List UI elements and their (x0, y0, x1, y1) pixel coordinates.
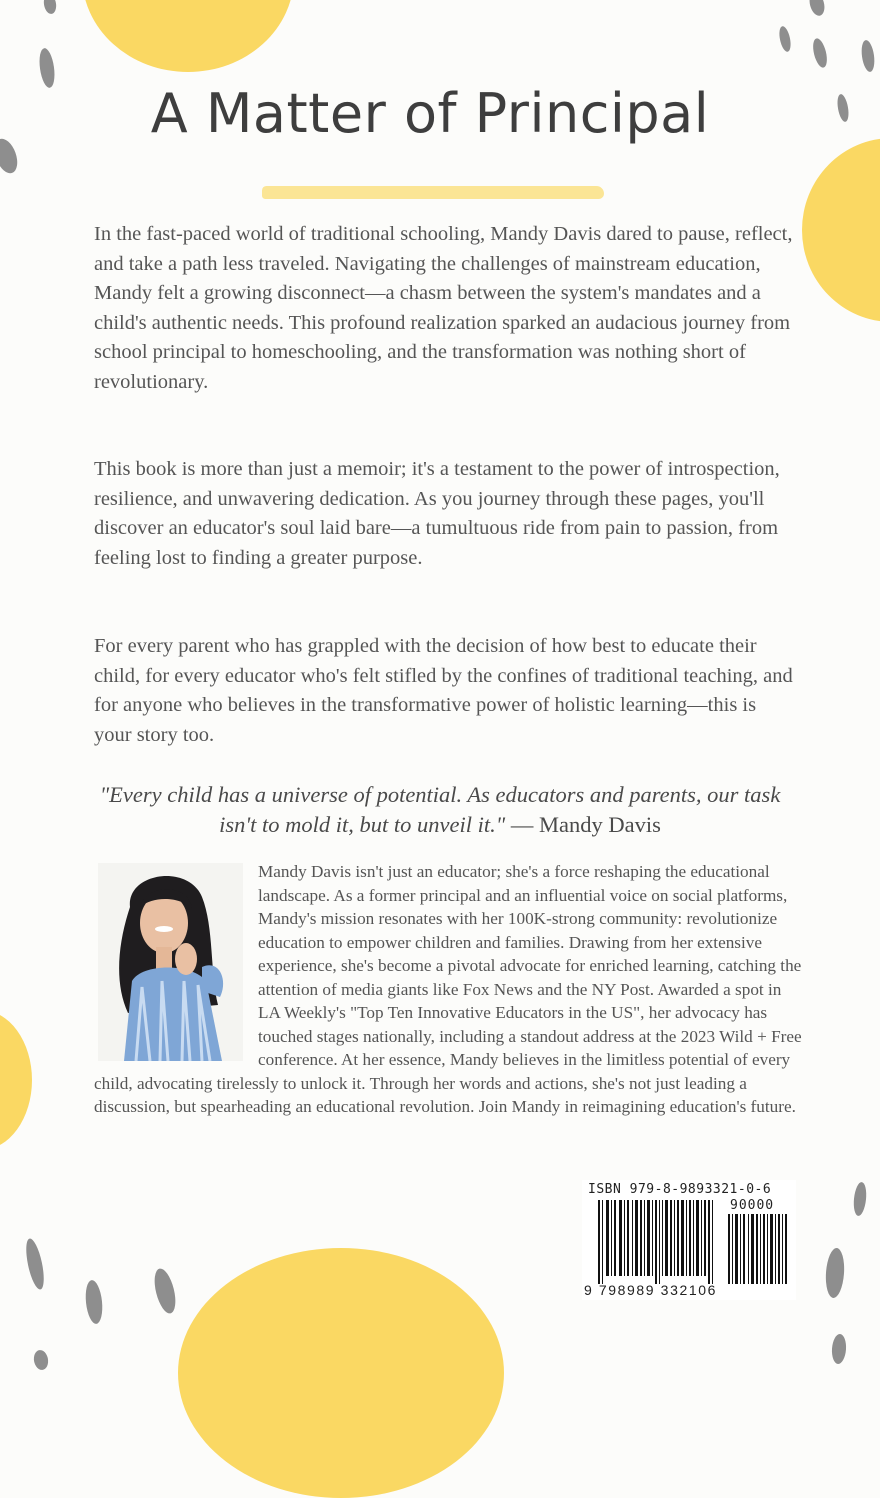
gray-dash (42, 0, 57, 15)
author-bio-text: Mandy Davis isn't just an educator; she's a force reshaping the educational landscape. As a former principal and an influential voice on social platforms, Mandy's mission resonates with her 100K-strong community: revolutionize education to empower children and families. Drawing from her extensive experience, she's become a pivotal advocate for enriched learning, catching the attention of media giants like Fox News and the NY Post. Awarded a spot in LA Weekly's "Top Ten Innovative Educators in the US", her advocacy has touched stages nationally, including a standout address at the 2023 Wild + Free conference. At her essence, Mandy believes in the limitless potential of every child, advocating tirelessly to unlock it. Through her words and actions, she's not just leading a discussion, but spearheading an educational revolution. Join Mandy in reimagining education's future. (94, 862, 802, 1116)
blurb-paragraph-3: For every parent who has grappled with the decision of how best to educate their child, for every educator who's felt stifled by the confines of traditional teaching, and for anyone who believes in the transformative power of holistic learning—this is your story too. (94, 635, 793, 746)
quote-text: "Every child has a universe of potential. As educators and parents, our task isn't to mold it, but to unveil it." (99, 782, 781, 837)
blurb-paragraph-1: In the fast-paced world of traditional schooling, Mandy Davis dared to pause, reflect, and take a path less traveled. Navigating the challenges of mainstream education, Mandy felt a growing disconnect—a chasm between the system's mandates and a child's authentic needs. This profound realization sparked an audacious journey from school principal to homeschooling, and the transformation was nothing short of revolutionary. (94, 223, 793, 393)
photo-wrap-spacer (94, 860, 258, 1070)
author-quote (90, 780, 790, 840)
gray-dash (811, 37, 830, 69)
gray-dash (807, 0, 827, 17)
author-bio (94, 860, 806, 1119)
quote-attribution: — Mandy Davis (505, 812, 661, 837)
yellow-circle-bottom (178, 1248, 504, 1498)
yellow-circle-right (802, 138, 880, 322)
yellow-circle-top (82, 0, 294, 72)
title-underline-brush (262, 186, 604, 199)
gray-dash (32, 1349, 49, 1371)
gray-dash (777, 25, 792, 53)
isbn-label: ISBN 979-8-9893321-0-6 (588, 1182, 772, 1197)
gray-dash (860, 39, 876, 72)
blurb-paragraph-2: This book is more than just a memoir; it's a testament to the power of introspection, resilience, and unwavering dedication. As you journey through these pages, you'll discover an educator's soul laid bare—a tumultuous ride from pain to passion, from feeling lost to finding a greater purpose. (94, 458, 780, 569)
gray-dash (84, 1279, 105, 1324)
book-title: A Matter of Principal (150, 82, 710, 145)
gray-dash (824, 1247, 845, 1298)
gray-dash (852, 1181, 867, 1216)
price-code: 90000 (730, 1198, 775, 1213)
yellow-circle-left (0, 1010, 32, 1150)
gray-dash (151, 1267, 180, 1316)
isbn-barcode (582, 1180, 796, 1300)
barcode-number: 9 798989 332106 (584, 1282, 717, 1298)
gray-dash (23, 1237, 48, 1291)
